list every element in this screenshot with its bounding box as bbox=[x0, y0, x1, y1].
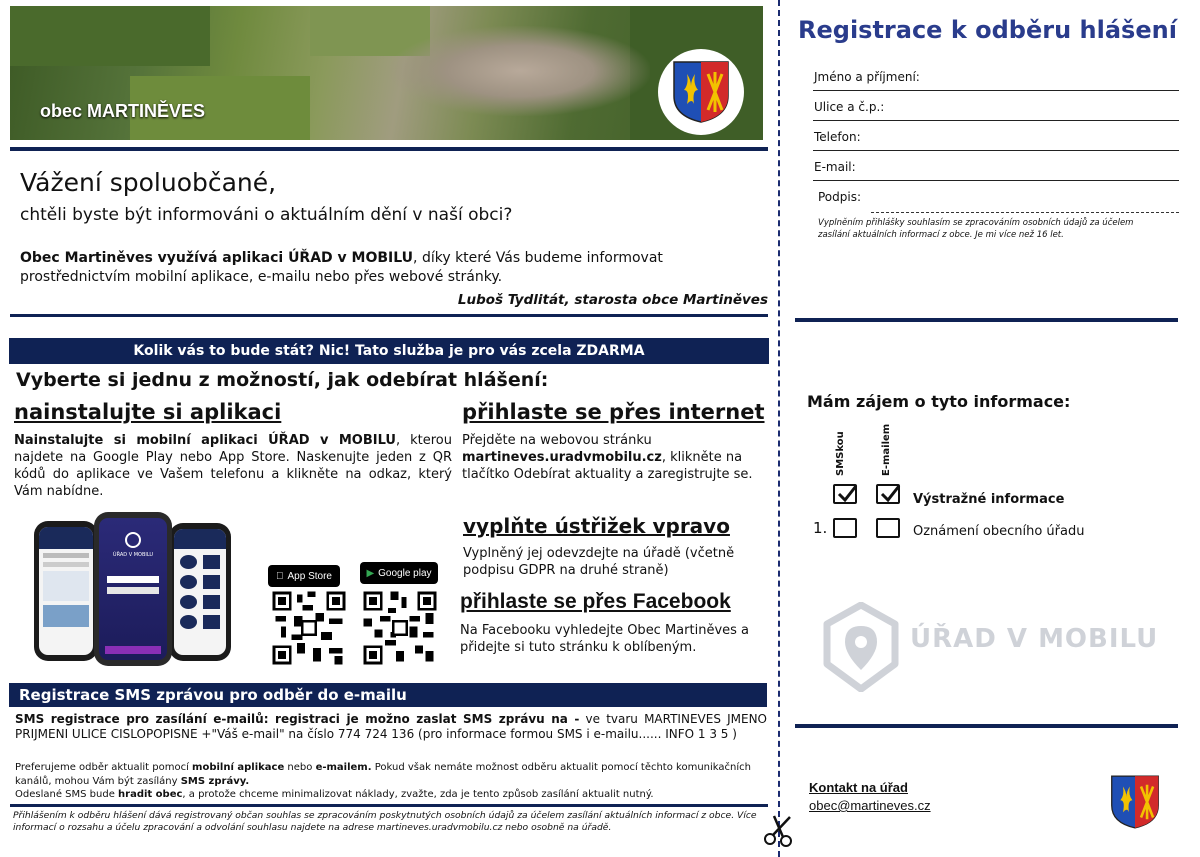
intro-bold: Obec Martiněves využívá aplikaci ÚŘAD v MOBILU bbox=[20, 250, 414, 266]
col-email-label: E-mailem bbox=[881, 423, 892, 476]
phone-left bbox=[34, 521, 98, 661]
divider bbox=[795, 724, 1178, 728]
street-label: Ulice a č.p.: bbox=[814, 100, 885, 114]
option-web-text2: , klikněte na tlačítko Odebírat aktuality a zaregistrujte se. bbox=[462, 450, 753, 482]
phone-brand: ÚŘAD V MOBILU bbox=[112, 552, 154, 558]
sms-p3-a: Odeslané SMS bude bbox=[15, 789, 119, 800]
free-service-banner: Kolik vás to bude stát? Nic! Tato služba je pro vás zcela ZDARMA bbox=[9, 338, 769, 364]
contact-email-link[interactable]: obec@martineves.cz bbox=[809, 798, 931, 813]
intro-text bbox=[20, 249, 765, 287]
phone-right bbox=[169, 523, 231, 661]
village-name: obec MARTINĚVES bbox=[40, 101, 206, 121]
urad-v-mobilu-logo-text: ÚŘAD V MOBILU bbox=[910, 624, 1159, 654]
checkmark-icon bbox=[836, 484, 858, 504]
street-field[interactable] bbox=[813, 99, 1179, 121]
checkmark-icon bbox=[879, 484, 901, 504]
option-web-link[interactable]: martineves.uradvmobilu.cz bbox=[462, 450, 662, 465]
option-app-text-bold: Nainstalujte si mobilní aplikaci ÚŘAD v MOBILU bbox=[14, 433, 396, 448]
divider bbox=[795, 318, 1178, 322]
divider bbox=[10, 314, 768, 317]
interest-title: Mám zájem o tyto informace: bbox=[807, 392, 1071, 411]
sms-p3-c: , a protože chceme minimalizovat náklady, zvažte, zda je tento způsob zasílání aktualit nutný. bbox=[182, 789, 654, 800]
mayor-signature: Luboš Tydlitát, starosta obce Martiněves bbox=[457, 292, 768, 308]
contact-heading: Kontakt na úřad bbox=[809, 780, 908, 795]
google-play-badge[interactable] bbox=[360, 562, 438, 584]
sms-p3-b: hradit obec bbox=[118, 789, 183, 800]
village-area bbox=[390, 26, 650, 116]
coat-of-arms-icon bbox=[1110, 772, 1160, 832]
sms-p2-c: nebo bbox=[284, 762, 316, 773]
option-app-text-rest: , kterou najdete na Google Play nebo App Store. Naskenujte jeden z QR kódů do aplikace ve Vašem telefonu a klikněte na odkaz, který Vám nabídne. bbox=[14, 433, 452, 499]
sms-paragraph-2 bbox=[15, 761, 767, 802]
sms-p2-a: Preferujeme odběr aktualit pomocí bbox=[15, 762, 193, 773]
sms-p1-rest: ve tvaru MARTINEVES JMENO PRIJMENI ULICE CISLOPOPISNE +"Váš e-mail" na číslo 774 724 136 (pro informace formou SMS i e-mailu...... INFO 1 3 5 ) bbox=[15, 712, 768, 741]
sms-section-title: Registrace SMS zprávou pro odběr do e-mailu bbox=[9, 683, 767, 707]
row-office-label: Oznámení obecního úřadu bbox=[913, 524, 1085, 539]
row-warnings-label: Výstražné informace bbox=[913, 492, 1065, 507]
aerial-photo-header bbox=[10, 6, 763, 140]
qr-icon bbox=[361, 589, 439, 667]
option-web-text1: Přejděte na webovou stránku bbox=[462, 433, 652, 448]
qr-icon bbox=[270, 589, 348, 667]
google-play-label: Google play bbox=[378, 567, 432, 579]
option-slip-title: vyplňte ústřižek vpravo bbox=[463, 514, 730, 538]
form-title: Registrace k odběru hlášení bbox=[798, 16, 1177, 44]
field-patch bbox=[10, 6, 210, 66]
name-label: Jméno a příjmení: bbox=[814, 70, 920, 84]
option-facebook-title: přihlaste se přes Facebook bbox=[460, 590, 731, 613]
greeting: Vážení spoluobčané, bbox=[20, 168, 277, 197]
checkbox-office-email[interactable] bbox=[876, 518, 900, 538]
sms-p2-f: SMS zprávy. bbox=[180, 775, 250, 787]
option-slip-text: Vyplněný jej odevzdejte na úřadě (včetně podpisu GDPR na druhé straně) bbox=[463, 546, 735, 578]
col-sms-label: SMSkou bbox=[835, 431, 846, 476]
divider bbox=[10, 804, 768, 807]
qr-code-google-play bbox=[361, 589, 439, 667]
sms-p1-bold: SMS registrace pro zasílání e-mailů: registraci je možno zaslat SMS zprávu na - bbox=[15, 712, 580, 726]
sms-p2-b: mobilní aplikace bbox=[192, 762, 285, 773]
option-app-text bbox=[14, 432, 452, 500]
question: chtěli byste být informováni o aktuálním dění v naší obci? bbox=[20, 205, 513, 225]
phone-field[interactable] bbox=[813, 129, 1179, 151]
sms-paragraph-1 bbox=[15, 712, 767, 742]
email-field[interactable] bbox=[813, 159, 1179, 181]
qr-code-app-store bbox=[270, 589, 348, 667]
app-store-badge[interactable] bbox=[268, 565, 340, 587]
row-number: 1. bbox=[813, 519, 828, 537]
form-gdpr-consent: Vyplněním přihlášky souhlasím se zpracováním osobních údajů za účelem zasílání aktuálních informací z obce. Je mi více než 16 let. bbox=[818, 218, 1134, 240]
cut-line bbox=[778, 0, 780, 857]
app-store-label: App Store bbox=[283, 570, 329, 582]
checkbox-office-sms[interactable] bbox=[833, 518, 857, 538]
apple-icon bbox=[276, 571, 284, 582]
coat-of-arms-icon bbox=[672, 60, 730, 124]
sms-p2-d: e-mailem. bbox=[315, 762, 372, 773]
urad-v-mobilu-logo-icon bbox=[823, 602, 899, 692]
email-label: E-mail: bbox=[814, 160, 856, 174]
option-app-title: nainstalujte si aplikaci bbox=[14, 400, 282, 424]
checkbox-warnings-email[interactable] bbox=[876, 484, 900, 504]
checkbox-warnings-sms[interactable] bbox=[833, 484, 857, 504]
option-web-title: přihlaste se přes internet bbox=[462, 400, 765, 424]
option-web-text bbox=[462, 432, 762, 483]
phone-center bbox=[94, 512, 172, 666]
signature-field[interactable] bbox=[871, 212, 1179, 213]
registration-slip bbox=[785, 0, 1200, 857]
intro-rest: , díky které Vás budeme informovat prostřednictvím mobilní aplikace, e-mailu nebo přes webové stránky. bbox=[20, 250, 663, 285]
sms-p2-e: Pokud však nemáte možnost odběru aktualit pomocí těchto komunikačních kanálů, mohou Vám být zasílány bbox=[15, 762, 751, 787]
divider bbox=[10, 147, 768, 151]
play-icon: ▶ bbox=[366, 567, 375, 579]
option-facebook-text: Na Facebooku vyhledejte Obec Martiněves a přidejte si tuto stránku k oblíbeným. bbox=[460, 623, 750, 655]
choose-heading: Vyberte si jednu z možností, jak odebírat hlášení: bbox=[16, 369, 549, 391]
signature-label: Podpis: bbox=[818, 190, 862, 204]
gdpr-footnote: Přihlášením k odběru hlášení dává registrovaný občan souhlas se zpracováním poskytnutých osobních údajů za účelem zasílání aktuálních informací z obce. Více informací o rozsahu a účelu zpracování a odvolání souhlasu najdete na adrese martineves.uradvmobilu.cz nebo osobně na úřadě. bbox=[13, 810, 757, 833]
name-field[interactable] bbox=[813, 69, 1179, 91]
coat-of-arms-badge bbox=[658, 49, 744, 135]
phone-label: Telefon: bbox=[814, 130, 861, 144]
